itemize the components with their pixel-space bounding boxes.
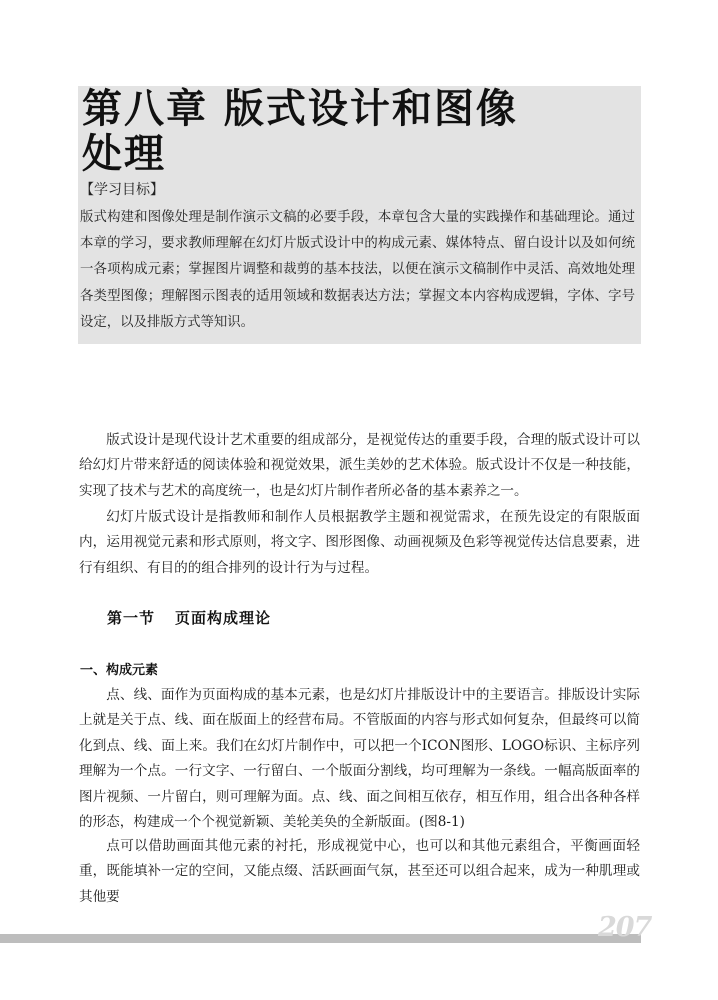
chapter-title-line-2: 处理: [82, 130, 166, 177]
chapter-title-line-1: 第八章 版式设计和图像: [82, 85, 518, 132]
section-title: 页面构成理论: [175, 609, 272, 627]
chapter-title: [82, 86, 637, 176]
section-number: 第一节: [107, 609, 156, 627]
objectives-label: 【学习目标】: [80, 182, 164, 198]
section-paragraph-2: 点可以借助画面其他元素的衬托，形成视觉中心，也可以和其他元素组合，平衡画面轻重，既能填补一定的空间，又能点缀、活跃画面气氛，甚至还可以组合起来，成为一种肌理或其他要: [79, 838, 640, 905]
footer-bar: [0, 934, 641, 943]
objectives-text: 版式构建和图像处理是制作演示文稿的必要手段，本章包含大量的实践操作和基础理论。通过本章的学习，要求教师理解在幻灯片版式设计中的构成元素、媒体特点、留白设计以及如何统一各项构成元素；掌握图片调整和裁剪的基本技法，以便在演示文稿制作中灵活、高效地处理各类型图像；理解图示图表的适用领域和数据表达方法；掌握文本内容构成逻辑，字体、字号设定，以及排版方式等知识。: [80, 210, 635, 330]
subsection-heading: 一、构成元素: [80, 663, 159, 678]
intro-paragraph-2: 幻灯片版式设计是指教师和制作人员根据教学主题和视觉需求，在预先设定的有限版面内，运用视觉元素和形式原则，将文字、图形图像、动画视频及色彩等视觉传达信息要素，进行有组织、有目的的组合排列的设计行为与过程。: [79, 509, 640, 576]
page-number: 207: [598, 912, 652, 943]
section-heading: [107, 607, 271, 628]
section-paragraph-1: 点、线、面作为页面构成的基本元素，也是幻灯片排版设计中的主要语言。排版设计实际上就是关于点、线、面在版面上的经营布局。不管版面的内容与形式如何复杂，但最终可以简化到点、线、面上来。我们在幻灯片制作中，可以把一个ICON图形、LOGO标识、主标序列理解为一个点。一行文字、一行留白、一个版面分割线，均可理解为一条线。一幅高版面率的图片视频、一片留白，则可理解为面。点、线、面之间相互依存，相互作用，组合出各种各样的形态，构建成一个个视觉新颖、美轮美奂的全新版面。(图8-1): [79, 687, 640, 831]
intro-paragraph-1: 版式设计是现代设计艺术重要的组成部分，是视觉传达的重要手段，合理的版式设计可以给幻灯片带来舒适的阅读体验和视觉效果，派生美妙的艺术体验。版式设计不仅是一种技能，实现了技术与艺术的高度统一，也是幻灯片制作者所必备的基本素养之一。: [79, 432, 640, 499]
